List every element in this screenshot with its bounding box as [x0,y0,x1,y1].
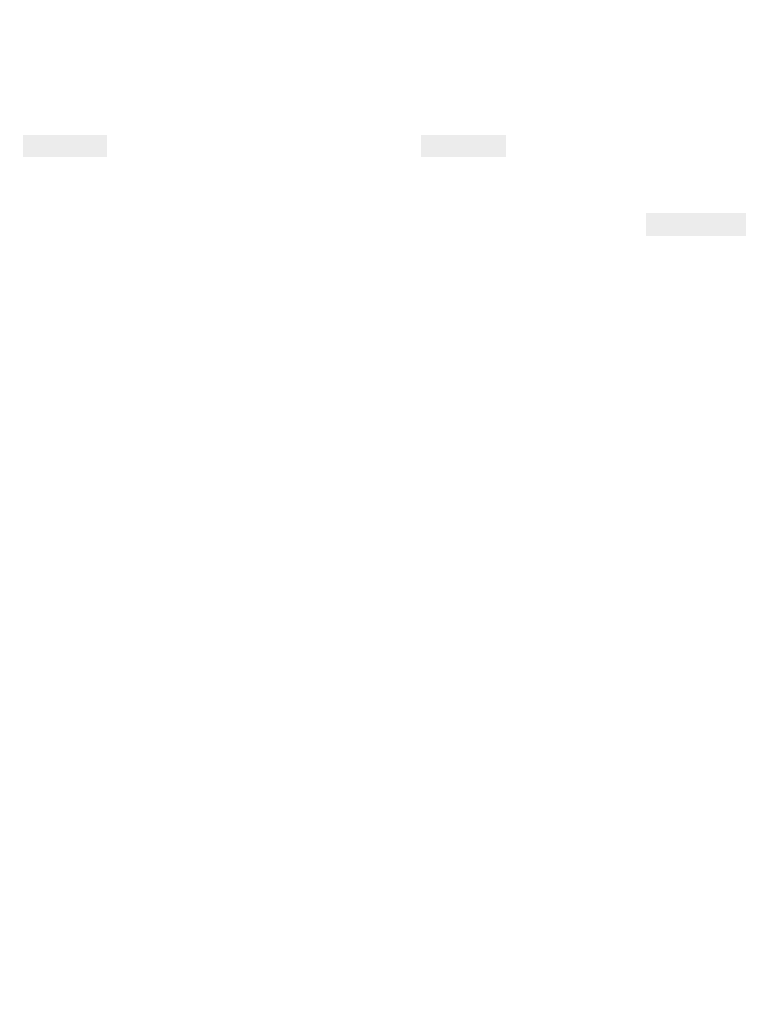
send-codigo-field[interactable] [108,71,350,90]
page-title [420,30,730,47]
col-header-lote-cell [646,213,746,236]
fecha-input[interactable] [108,27,350,46]
motivo-field[interactable] [351,166,645,185]
send-responsable-field[interactable] [108,111,350,133]
send-transportador-cell [23,135,107,157]
send-transportador-field[interactable] [108,135,350,157]
receive-transportador-field[interactable] [507,135,746,157]
send-tienda-field[interactable] [108,91,350,110]
receive-codigo-field[interactable] [507,71,746,90]
receive-transportador-cell [421,135,506,157]
receive-tienda-field[interactable] [507,91,746,110]
autorizada-field[interactable] [351,186,645,204]
receive-responsable-field[interactable] [507,111,746,133]
